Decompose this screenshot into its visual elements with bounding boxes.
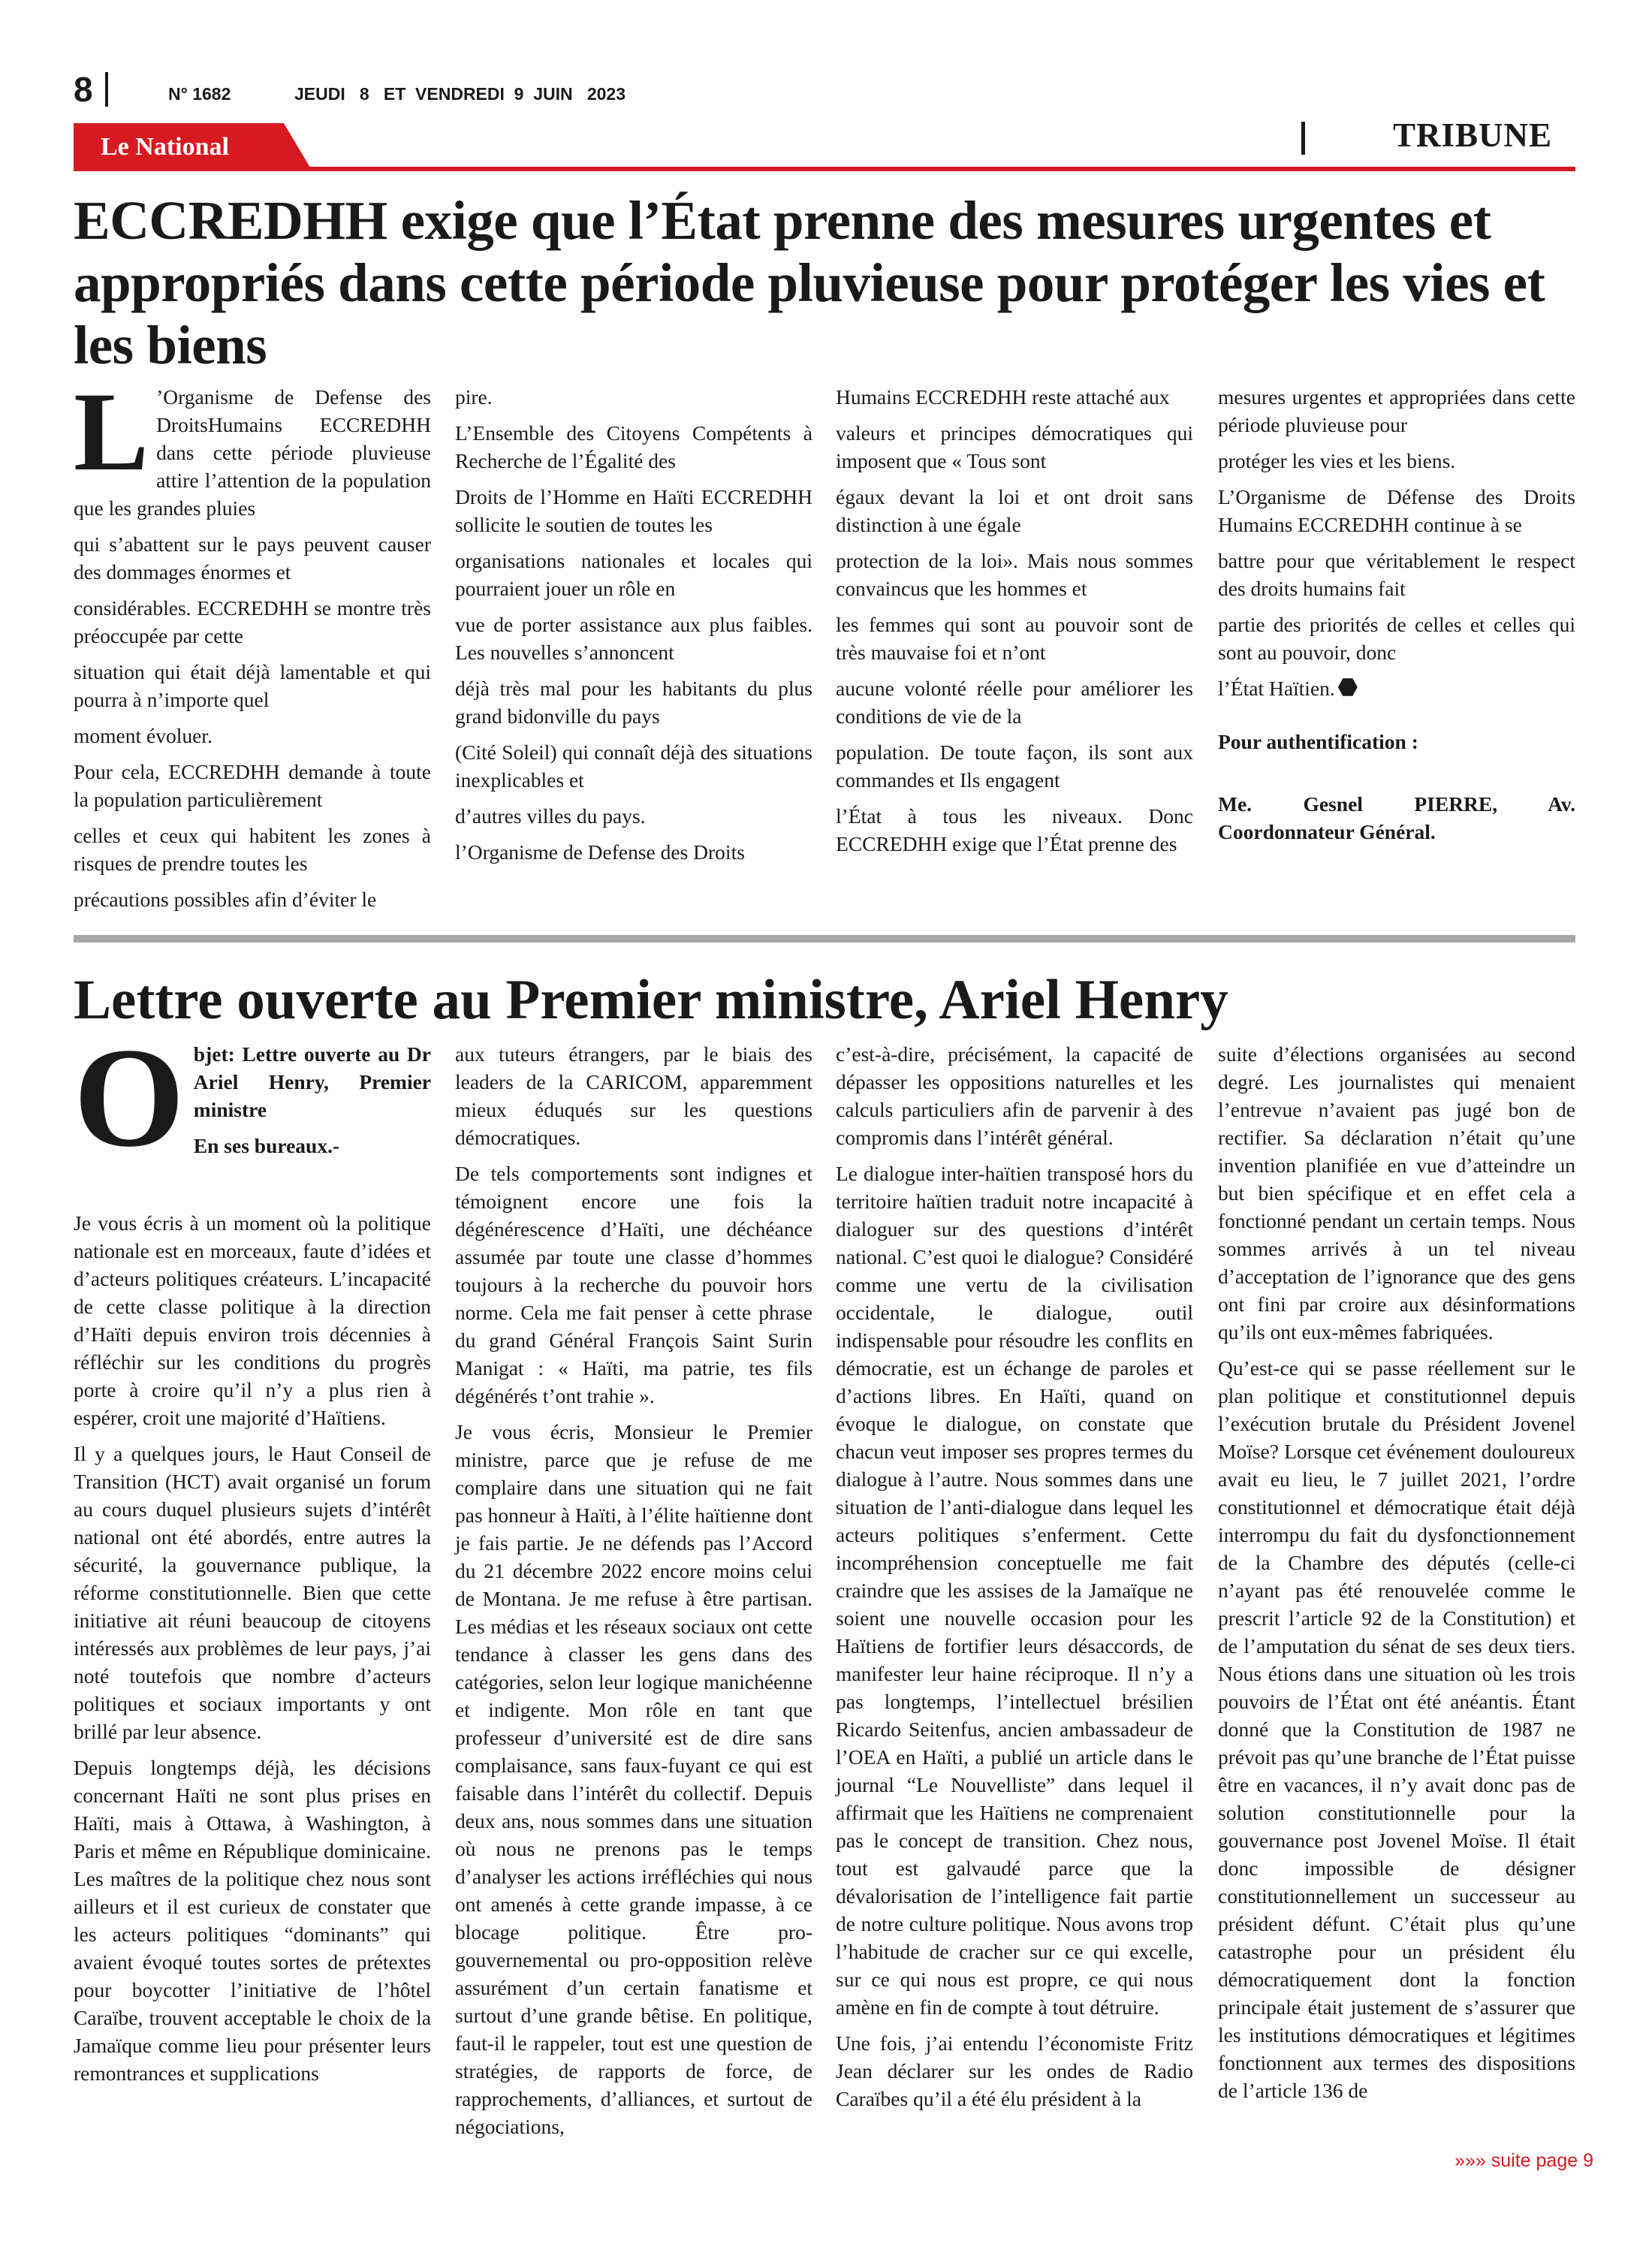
- article2-paragraph: Une fois, j’ai entendu l’économiste Fritz Jean déclarer sur les ondes de Radio Caraïbes qu’il a été élu président à la: [836, 2031, 1193, 2110]
- article2-objet: bjet: Lettre ouverte au Dr Ariel Henry, Premier ministre: [193, 1042, 431, 1121]
- article1-paragraph: Humains ECCREDHH reste attaché aux: [836, 385, 1170, 409]
- article1-headline: ECCREDHH exige que l’État prenne des mesures urgentes et appropriés dans cette période pluvieuse pour protéger les vies et les biens: [74, 190, 1545, 376]
- article1-paragraph: les femmes qui sont au pouvoir sont de très mauvaise foi et n’ont: [836, 613, 1193, 664]
- article1-paragraph: moment évoluer.: [74, 724, 213, 747]
- article1-paragraph: Droits de l’Homme en Haïti ECCREDHH sollicite le soutien de toutes les: [455, 485, 812, 536]
- article1-paragraph: celles et ceux qui habitent les zones à risques de prendre toutes les: [74, 824, 431, 875]
- article2-paragraph: Le dialogue inter-haïtien transposé hors du territoire haïtien traduit notre incapacité à dialoguer sur des questions d’intérêt national. C’est quoi le dialogue? Considéré comme une vertu de la civilisation occidentale, le dialogue, outil indispensable pour résoudre les conflits en démocratie, est un échange de paroles et d’actions libres. En Haïti, quand on évoque le dialogue, on constate que chacun veut imposer ses propres termes du dialogue à l’autre. Nous sommes dans une situation de l’anti-dialogue dans lequel les acteurs politiques s’enferment. Cette incompréhension conceptuelle me fait craindre que les assises de la Jamaïque ne soient une nouvelle occasion pour les Haïtiens de fortifier leurs désaccords, de manifester leur haine réciproque. Il n’y a pas longtemps, l’intellectuel brésilien Ricardo Seitenfus, ancien ambassadeur de l’OEA en Haïti, a publié un article dans le journal “Le Nouvelliste” dans lequel il affirmait que les Haïtiens ne comprenaient pas le concept de transition. Chez nous, tout est galvaudé parce que la dévalorisation de l’intelligence fait partie de notre culture politique. Nous avons trop l’habitude de cracher sur ce qui excelle, sur ce qui nous est propre, ce qui nous amène en fin de compte à tout détruire.: [836, 1162, 1193, 2019]
- section-divider: [1301, 122, 1305, 155]
- article1-paragraph: ’Organisme de Defense des DroitsHumains ECCREDHH dans cette période pluvieuse attire l’attention de la population que les grandes pluies: [74, 385, 431, 520]
- article1-paragraph: population. De toute façon, ils sont aux commandes et Ils engagent: [836, 740, 1193, 792]
- article1-paragraph: partie des priorités de celles et celles qui sont au pouvoir, donc: [1218, 613, 1575, 664]
- article2-column-3: [836, 1040, 1193, 2121]
- continued-on-page-link[interactable]: »»» suite page 9: [1455, 2150, 1593, 2171]
- article1-paragraph: organisations nationales et locales qui pourraient jouer un rôle en: [455, 549, 812, 600]
- article1-paragraph: précautions possibles afin d’éviter le: [74, 888, 377, 911]
- article1-paragraph: battre pour que véritablement le respect des droits humains fait: [1218, 549, 1575, 600]
- page-number: 8: [74, 70, 93, 109]
- article1-paragraph: L’Organisme de Défense des Droits Humains ECCREDHH continue à se: [1218, 485, 1575, 536]
- article1-paragraph: protection de la loi». Mais nous sommes convaincus que les hommes et: [836, 549, 1193, 600]
- article1-paragraph: l’État Haïtien.: [1218, 677, 1335, 700]
- article1-paragraph: égaux devant la loi et ont droit sans distinction à une égale: [836, 485, 1193, 536]
- article2-headline: Lettre ouverte au Premier ministre, Ariel Henry: [74, 969, 1228, 1031]
- article2-paragraph: Je vous écris à un moment où la politique nationale est en morceaux, faute d’idées et d’acteurs politiques créateurs. L’incapacité de cette classe politique à la direction d’Haïti depuis environ trois décennies à réfléchir sur les conditions du progrès porte à croire qu’il n’y a plus rien à espérer, croit une majorité d’Haïtiens.: [74, 1211, 431, 1429]
- article2-column-2: [455, 1040, 812, 2149]
- page-number-divider: [105, 72, 108, 107]
- article1-paragraph: (Cité Soleil) qui connaît déjà des situations inexplicables et: [455, 740, 812, 792]
- article1-column-3: [836, 383, 1193, 866]
- article1-paragraph: L’Ensemble des Citoyens Compétents à Recherche de l’Égalité des: [455, 421, 812, 472]
- article1-paragraph: valeurs et principes démocratiques qui imposent que « Tous sont: [836, 421, 1193, 472]
- article1-paragraph: vue de porter assistance aux plus faibles. Les nouvelles s’annoncent: [455, 613, 812, 664]
- section-title: TRIBUNE: [1393, 116, 1553, 154]
- article1-paragraph: mesures urgentes et appropriées dans cette période pluvieuse pour: [1218, 385, 1575, 436]
- article2-paragraph: Qu’est-ce qui se passe réellement sur le plan politique et constitutionnel depuis l’exécution brutale du Président Jovenel Moïse? Lorsque cet événement douloureux avait eu lieu, le 7 juillet 2021, l’ordre constitutionnel et démocratique était déjà interrompu du fait du dysfonctionnement de la Chambre des députés (celle-ci n’ayant pas été renouvelée comme le prescrit l’article 92 de la Constitution) et de l’amputation du sénat de ses deux tiers. Nous étions dans une situation où les trois pouvoirs de l’État ont été anéantis. Étant donné que la Constitution de 1987 ne prévoit pas qu’une branche de l’État puisse être en vacances, il n’y avait donc pas de solution constitutionnelle pour la gouvernance post Jovenel Moïse. Il était donc impossible de désigner constitutionnellement un successeur au président défunt. C’était plus qu’une catastrophe pour un président élu démocratiquement dont la fonction principale était justement de s’assurer que les institutions démocratiques et légitimes fonctionnent aux termes des dispositions de l’article 136 de: [1218, 1356, 1575, 2102]
- article1-paragraph: qui s’abattent sur le pays peuvent causer des dommages énormes et: [74, 532, 431, 584]
- article2-paragraph: De tels comportements sont indignes et témoignent encore une fois la dégénérescence d’Haïti, une déchéance assumée par toute une classe d’hommes toujours à la recherche du pouvoir hors norme. Cela me fait penser à cette phrase du grand Général François Saint Surin Manigat : « Haïti, ma patrie, tes fils dégénérés t’ont trahie ».: [455, 1162, 812, 1407]
- article2-paragraph: aux tuteurs étrangers, par le biais des leaders de la CARICOM, apparemment mieux éduqués sur les questions démocratiques.: [455, 1042, 812, 1149]
- article-divider: [74, 935, 1575, 943]
- end-of-article-icon: [1338, 677, 1358, 697]
- article2-column-4: [1218, 1040, 1575, 2113]
- article1-column-2: [455, 383, 812, 874]
- article1-paragraph: pire.: [455, 385, 493, 409]
- article1-paragraph: déjà très mal pour les habitants du plus grand bidonville du pays: [455, 677, 812, 728]
- issue-date: JEUDI 8 ET VENDREDI 9 JUIN 2023: [294, 84, 626, 104]
- article2-paragraph: Je vous écris, Monsieur le Premier ministre, parce que je refuse de me complaire dans une situation qui ne fait pas honneur à Haïti, à l’élite haïtienne dont je fais partie. Je ne défends pas l’Accord du 21 décembre 2022 encore moins celui de Montana. Je me refuse à être partisan. Les médias et les réseaux sociaux ont cette tendance à classer les gens dans des catégories, selon leur logique manichéenne et indigente. Mon rôle en tant que professeur d’université est de dire sans complaisance, sans faux-fuyant ce qui est faisable dans l’intérêt du collectif. Depuis deux ans, nous sommes dans une situation où nous ne prenons pas le temps d’analyser les actions irréfléchies qui nous ont amenés à cette grande impasse, à ce blocage politique. Être pro-gouvernemental ou pro-opposition relève assurément d’un certain fanatisme et surtout d’une grande bêtise. En politique, faut-il le rappeler, tout est une question de stratégies, de rapports de force, de rapprochements, d’alliances, et surtout de négociations,: [455, 1420, 812, 2138]
- article2-paragraph: c’est-à-dire, précisément, la capacité de dépasser les oppositions naturelles et les calculs particuliers afin de parvenir à des compromis dans l’intérêt général.: [836, 1042, 1193, 1149]
- article2-column-1: [74, 1019, 431, 2095]
- article1-column-1: [74, 369, 431, 921]
- article2-paragraph: Depuis longtemps déjà, les décisions concernant Haïti ne sont plus prises en Haïti, mais à Ottawa, à Washington, à Paris et même en République dominicaine. Les maîtres de la politique chez nous sont ailleurs et il est curieux de constater que les acteurs politiques “dominants” qui avaient évoqué toutes sortes de prétextes pour boycotter l’initiative de l’hôtel Caraïbe, trouvent acceptable le choix de la Jamaïque comme lieu pour présenter leurs remontrances et supplications: [74, 1756, 431, 2085]
- article2-paragraph: suite d’élections organisées au second degré. Les journalistes qui menaient l’entrevue n’avaient pas jugé bon de rectifier. Sa déclaration n’était qu’une invention planifiée en vue d’atteindre un but bien spécifique et en effet cela a fonctionné pendant un certain temps. Nous sommes arrivés à un tel niveau d’acceptation de l’ignorance que des gens ont fini par croire aux désinformations qu’ils ont eux-mêmes fabriquées.: [1218, 1042, 1575, 1344]
- article1-paragraph: Pour cela, ECCREDHH demande à toute la population particulièrement: [74, 760, 431, 811]
- header-rule: [74, 167, 1575, 171]
- article1-paragraph: l’Organisme de Defense des Droits: [455, 840, 745, 864]
- article1-paragraph: l’État à tous les niveaux. Donc ECCREDHH exige que l’État prenne des: [836, 804, 1193, 855]
- article1-paragraph: considérables. ECCREDHH se montre très préoccupée par cette: [74, 596, 431, 647]
- article1-drop-cap: L: [74, 369, 149, 494]
- article2-addressee: En ses bureaux.-: [193, 1134, 340, 1157]
- article1-paragraph: protéger les vies et les biens.: [1218, 449, 1456, 472]
- issue-number: N° 1682: [168, 84, 231, 104]
- article1-signature: Me. Gesnel PIERRE, Av. Coordonnateur Général.: [1218, 792, 1575, 843]
- article2-drop-cap: O: [74, 1019, 185, 1177]
- publication-name: Le National: [101, 133, 229, 161]
- article1-column-4: [1218, 383, 1575, 854]
- authentication-label: Pour authentification :: [1218, 730, 1418, 753]
- article1-paragraph: d’autres villes du pays.: [455, 804, 646, 828]
- article1-paragraph: aucune volonté réelle pour améliorer les conditions de vie de la: [836, 677, 1193, 728]
- article1-paragraph: situation qui était déjà lamentable et qui pourra à n’importe quel: [74, 660, 431, 711]
- article2-paragraph: Il y a quelques jours, le Haut Conseil de Transition (HCT) avait organisé un forum au cours duquel plusieurs sujets d’intérêt national ont été abordés, entre autres la sécurité, la gouvernance publique, la réforme constitutionnelle. Bien que cette initiative ait réuni beaucoup de citoyens intéressés aux problèmes de leur pays, j’ai noté toutefois que nombre d’acteurs politiques et sociaux importants y ont brillé par leur absence.: [74, 1442, 431, 1743]
